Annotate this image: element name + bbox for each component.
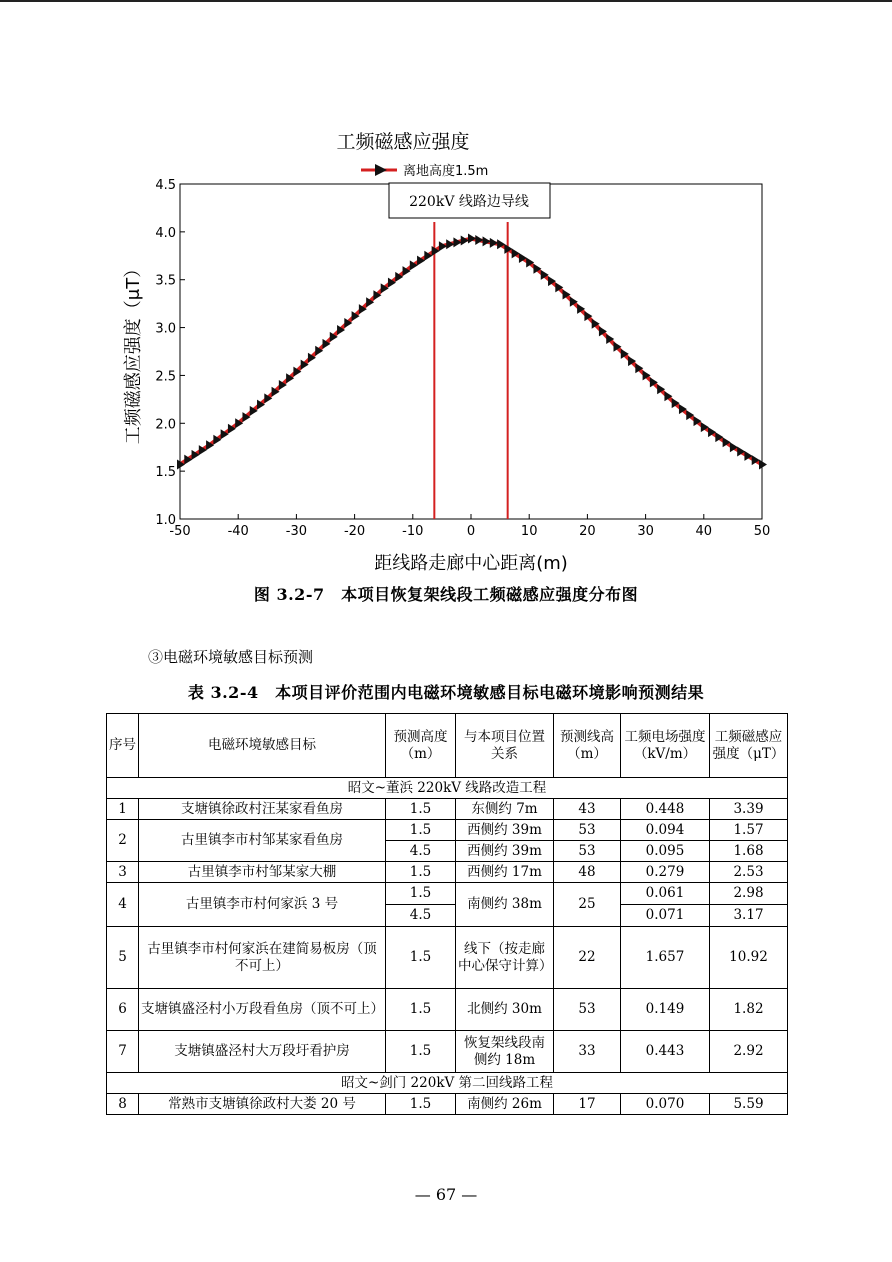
header-seq: 序号 [107,714,139,778]
cell-seq: 7 [107,1031,139,1073]
table-row [107,799,788,820]
section-row [107,778,788,799]
cell-e-field: 0.094 [621,820,710,841]
cell-line-height: 53 [554,820,621,841]
table-row [107,989,788,1031]
cell-line-height: 53 [554,989,621,1031]
x-tick-label: -30 [285,524,308,539]
cell-pred-height: 1.5 [386,820,456,841]
cell-b-field: 10.92 [710,927,788,989]
cell-pred-height: 1.5 [386,989,456,1031]
cell-relation: 线下（按走廊中心保守计算） [456,927,554,989]
cell-line-height: 48 [554,862,621,883]
prediction-results-table [106,713,788,1115]
x-tick-label: -10 [402,524,424,539]
page-number: — 67 — [414,1185,478,1204]
table-row [107,883,788,905]
y-tick-label: 2.5 [155,369,176,385]
cell-e-field: 0.095 [621,841,710,862]
cell-b-field: 3.17 [710,905,788,927]
cell-e-field: 0.061 [621,883,710,905]
cell-relation: 西侧约 39m [456,841,554,862]
table-row [107,1094,788,1115]
cell-line-height: 43 [554,799,621,820]
cell-b-field: 1.57 [710,820,788,841]
cell-b-field: 5.59 [710,1094,788,1115]
y-tick-label: 4.0 [155,225,176,241]
cell-line-height: 33 [554,1031,621,1073]
section-row [107,1073,788,1094]
cell-b-field: 1.82 [710,989,788,1031]
annotation-text: 220kV 线路边导线 [409,194,529,210]
cell-b-field: 1.68 [710,841,788,862]
legend-label: 离地高度1.5m [403,164,489,179]
cell-e-field: 0.149 [621,989,710,1031]
cell-b-field: 2.92 [710,1031,788,1073]
y-tick-label: 2.0 [155,417,176,433]
section-title: 昭文~董浜 220kV 线路改造工程 [107,778,788,799]
table-row [107,927,788,989]
cell-relation: 恢复架线段南侧约 18m [456,1031,554,1073]
x-tick-label: -50 [169,524,191,539]
cell-relation: 西侧约 39m [456,820,554,841]
table-header-row [107,714,788,778]
figure-caption: 图 3.2-7 本项目恢复架线段工频磁感应强度分布图 [253,585,639,604]
cell-line-height: 53 [554,841,621,862]
cell-pred-height: 4.5 [386,905,456,927]
header-line-height: 预测线高（m） [554,714,621,778]
cell-relation: 北侧约 30m [456,989,554,1031]
header-b-field: 工频磁感应强度（μT） [710,714,788,778]
chart-title: 工频磁感应强度 [336,131,470,153]
cell-seq: 6 [107,989,139,1031]
x-tick-label: 30 [637,524,654,539]
cell-seq: 3 [107,862,139,883]
y-tick-label: 4.5 [155,178,176,193]
x-tick-label: -20 [343,524,366,539]
cell-target: 支塘镇徐政村汪某家看鱼房 [139,799,386,820]
cell-b-field: 2.53 [710,862,788,883]
cell-pred-height: 1.5 [386,799,456,820]
table-row [107,820,788,841]
cell-e-field: 0.279 [621,862,710,883]
cell-pred-height: 4.5 [386,841,456,862]
cell-pred-height: 1.5 [386,927,456,989]
header-pred-height: 预测高度（m） [386,714,456,778]
cell-relation: 东侧约 7m [456,799,554,820]
cell-seq: 1 [107,799,139,820]
cell-relation: 西侧约 17m [456,862,554,883]
y-axis-label: 工频磁感应强度（μT） [123,259,144,445]
cell-e-field: 0.443 [621,1031,710,1073]
table-row [107,1031,788,1073]
cell-b-field: 3.39 [710,799,788,820]
cell-pred-height: 1.5 [386,1031,456,1073]
x-tick-label: 40 [695,524,713,539]
y-tick-label: 3.0 [155,321,176,337]
x-tick-label: 10 [520,524,538,539]
x-axis-label: 距线路走廊中心距离(m) [374,553,568,572]
cell-line-height: 22 [554,927,621,989]
section-title: 昭文~剑门 220kV 第二回线路工程 [107,1073,788,1094]
cell-seq: 8 [107,1094,139,1115]
cell-e-field: 1.657 [621,927,710,989]
top-rule [0,0,892,2]
cell-relation: 南侧约 26m [456,1094,554,1115]
cell-target: 常熟市支塘镇徐政村大娄 20 号 [139,1094,386,1115]
y-tick-label: 3.5 [155,273,176,289]
cell-pred-height: 1.5 [386,883,456,905]
cell-line-height: 25 [554,883,621,927]
cell-target: 古里镇李市村何家浜 3 号 [139,883,386,927]
cell-b-field: 2.98 [710,883,788,905]
cell-target: 古里镇李市村何家浜在建简易板房（顶不可上） [139,927,386,989]
header-relation: 与本项目位置关系 [456,714,554,778]
header-e-field: 工频电场强度（kV/m） [621,714,710,778]
cell-pred-height: 1.5 [386,862,456,883]
cell-seq: 4 [107,883,139,927]
x-tick-label: 20 [579,524,596,539]
x-tick-label: 0 [466,524,476,539]
cell-target: 支塘镇盛泾村大万段圩看护房 [139,1031,386,1073]
header-target: 电磁环境敏感目标 [139,714,386,778]
y-tick-label: 1.5 [155,465,176,481]
annotation-box [389,183,550,218]
cell-e-field: 0.071 [621,905,710,927]
cell-target: 古里镇李市村邹某家看鱼房 [139,820,386,862]
magnetic-field-chart [115,126,777,572]
cell-relation: 南侧约 38m [456,883,554,927]
x-tick-label: -40 [227,524,249,539]
y-tick-label: 1.0 [155,513,176,528]
cell-line-height: 17 [554,1094,621,1115]
cell-target: 古里镇李市村邹某家大棚 [139,862,386,883]
chart-svg [115,126,777,572]
x-tick-label: 50 [753,524,771,539]
cell-e-field: 0.448 [621,799,710,820]
cell-e-field: 0.070 [621,1094,710,1115]
table-caption: 表 3.2-4 本项目评价范围内电磁环境敏感目标电磁环境影响预测结果 [187,683,705,702]
table-row [107,862,788,883]
cell-target: 支塘镇盛泾村小万段看鱼房（顶不可上） [139,989,386,1031]
section-heading: ③电磁环境敏感目标预测 [148,648,314,666]
cell-seq: 5 [107,927,139,989]
cell-pred-height: 1.5 [386,1094,456,1115]
cell-seq: 2 [107,820,139,862]
